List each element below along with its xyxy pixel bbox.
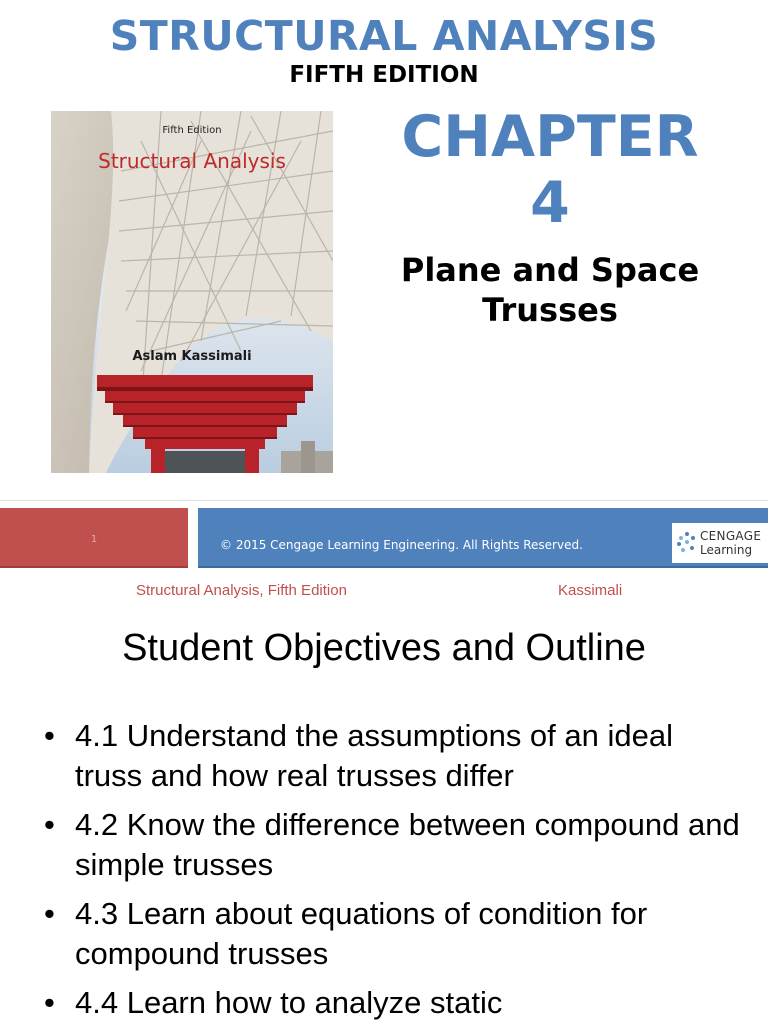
list-item-text: 4.2 Know the difference between compound and simple trusses bbox=[75, 807, 740, 882]
chapter-number: 4 bbox=[530, 170, 570, 236]
objectives-list bbox=[44, 716, 744, 1032]
cengage-logo-bottom: Learning bbox=[700, 543, 753, 557]
cover-author-text: Aslam Kassimali bbox=[132, 349, 252, 364]
cengage-mark-icon bbox=[677, 531, 697, 553]
list-item bbox=[44, 894, 744, 974]
cengage-logo-top: CENGAGE bbox=[700, 529, 762, 543]
bullet-dot: • bbox=[44, 807, 55, 842]
bullet-dot: • bbox=[44, 718, 55, 753]
bullet-dot: • bbox=[44, 985, 55, 1020]
chapter-label: CHAPTER bbox=[401, 104, 699, 170]
slide-1 bbox=[0, 0, 768, 500]
slide-number: 1 bbox=[90, 534, 98, 545]
book-edition: FIFTH EDITION bbox=[289, 62, 479, 88]
chapter-heading bbox=[380, 104, 720, 236]
chapter-subtitle-line-2: Trusses bbox=[482, 291, 618, 329]
book-cover-image bbox=[51, 111, 333, 473]
bullet-dot: • bbox=[44, 896, 55, 931]
list-item-text: 4.4 Learn how to analyze static bbox=[75, 985, 503, 1020]
slide-2-title: Student Objectives and Outline bbox=[122, 627, 646, 669]
cover-title-text: Structural Analysis bbox=[98, 149, 286, 173]
list-item bbox=[44, 716, 744, 796]
slide-2 bbox=[0, 570, 768, 1024]
slide-number-box bbox=[0, 508, 188, 568]
list-item bbox=[44, 805, 744, 885]
list-item-text: 4.1 Understand the assumptions of an ideal truss and how real trusses differ bbox=[75, 718, 673, 793]
list-item-text: 4.3 Learn about equations of condition for compound trusses bbox=[75, 896, 648, 971]
book-title: STRUCTURAL ANALYSIS bbox=[109, 12, 659, 60]
chapter-subtitle bbox=[380, 250, 720, 330]
list-item bbox=[44, 983, 744, 1023]
chapter-subtitle-line-1: Plane and Space bbox=[400, 251, 700, 289]
slide-header-author: Kassimali bbox=[558, 582, 623, 599]
footer-divider bbox=[0, 500, 768, 501]
copyright-text: © 2015 Cengage Learning Engineering. All Rights Reserved. bbox=[220, 538, 583, 552]
cengage-logo bbox=[672, 523, 768, 563]
slide-header-book: Structural Analysis, Fifth Edition bbox=[136, 582, 347, 599]
cover-edition-text: Fifth Edition bbox=[162, 125, 222, 136]
